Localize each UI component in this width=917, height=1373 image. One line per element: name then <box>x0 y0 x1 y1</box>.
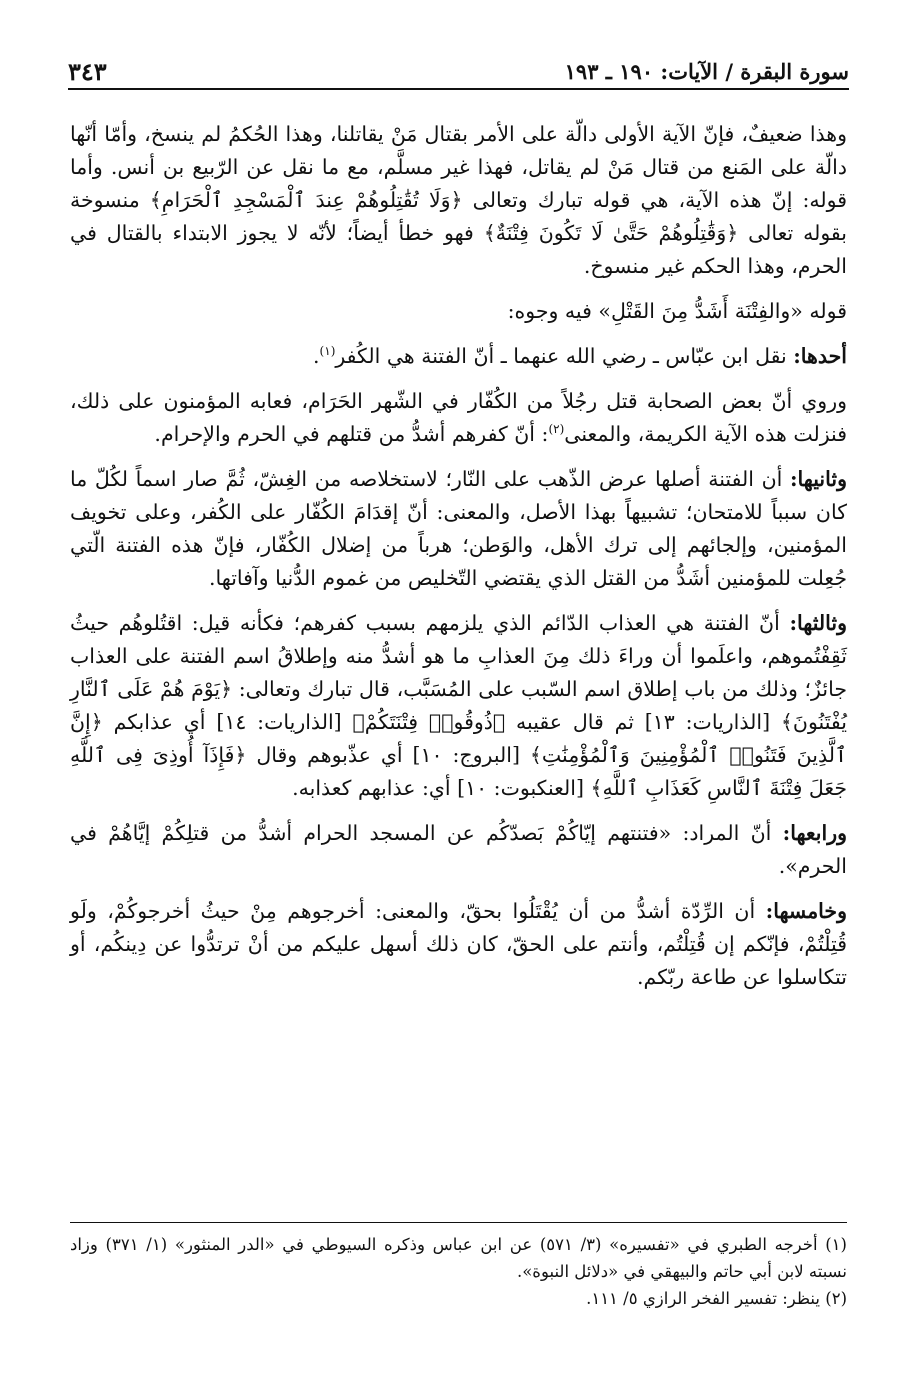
footnote-ref-2: (٢) <box>548 422 565 437</box>
narration-text: وروي أنّ بعض الصحابة قتل رجُلاً من الكُفّار في الشّهر الحَرَام، فعابه المؤمنون على ذلك، فنزلت هذه الآية الكريمة، والمعنى <box>70 389 847 446</box>
paragraph-2: قوله «والفِتْنَة أَشَدُّ مِنَ القَتْلِ» فيه وجوه: <box>507 299 847 323</box>
fourth-point-label: ورابعها: <box>782 821 847 845</box>
footnote-ref-1: (١) <box>319 344 336 359</box>
paragraph-7 <box>70 817 847 883</box>
paragraph-6 <box>70 607 847 805</box>
third-point-label: وثالثها: <box>789 611 847 635</box>
surah-title: سورة البقرة / الآيات: ١٩٠ ـ ١٩٣ <box>564 59 849 84</box>
third-point-text: أنّ الفتنة هي العذاب الدّائم الذي يلزمهم بسبب كفرهم؛ فكأنه قيل: اقتُلوهُم حيثُ ثَقِفْتُموهم، واعلَموا أن وراءَ ذلك مِنَ العذابِ ما هو أشدُّ منه وإطلاقُ اسم الفتنة على العذاب جائزٌ؛ وذلك من باب إطلاق اسم السّبب على المُسَبَّب، قال تبارك وتعالى: ﴿يَوْمَ هُمْ عَلَى ٱلنَّارِ يُفْتَنُونَ﴾ [الذاريات: ١٣] ثم قال عقيبه ﴿ذُوقُوا۟ فِتْنَتَكُمْ﴾ [الذاريات: ١٤] أي عذابكم ﴿إِنَّ ٱلَّذِينَ فَتَنُوا۟ ٱلْمُؤْمِنِينَ وَٱلْمُؤْمِنَٰتِ﴾ [البروج: ١٠] أي عذّبوهم وقال ﴿فَإِذَآ أُوذِىَ فِى ٱللَّهِ جَعَلَ فِتْنَةَ ٱلنَّاسِ كَعَذَابِ ٱللَّهِ﴾ [العنكبوت: ١٠] أي: عذابهم كعذابه. <box>70 611 847 800</box>
paragraph-3 <box>70 340 847 373</box>
main-text <box>70 118 847 994</box>
paragraph-4 <box>70 385 847 451</box>
fifth-point-label: وخامسها: <box>765 899 847 923</box>
first-point-end: . <box>313 344 320 368</box>
page-number: ٣٤٣ <box>68 57 107 86</box>
second-point-label: وثانيها: <box>789 467 847 491</box>
footnote-1: (١) أخرجه الطبري في «تفسيره» (٣/ ٥٧١) عن ابن عباس وذكره السيوطي في «الدر المنثور» (١/ ٣٧١) وزاد نسبته لابن أبي حاتم والبيهقي في «دلائل النبوة». <box>70 1235 847 1281</box>
narration-end: : أنّ كفرهم أشدُّ من قتلهم في الحرم والإحرام. <box>154 422 549 446</box>
footnotes <box>70 1222 847 1312</box>
paragraph-1: وهذا ضعيفٌ، فإنّ الآية الأولى دالّة على الأمر بقتال مَنْ يقاتلنا، وهذا الحُكمُ لم ينسخ، وأمّا أنّها دالّة على المَنع من قتال مَنْ لم يقاتل، فهذا غير مسلَّم، مع ما نقل عن الرّبيع بن أنس. وأما قوله: إنّ هذه الآية، هي قوله تبارك وتعالى ﴿وَلَا تُقَٰتِلُوهُمْ عِندَ ٱلْمَسْجِدِ ٱلْحَرَامِ﴾ منسوخة بقوله تعالى ﴿وَقَٰتِلُوهُمْ حَتَّىٰ لَا تَكُونَ فِتْنَةٌ﴾ فهو خطأ أيضاً؛ لأنّه لا يجوز الابتداء بالقتال في الحرم، وهذا الحكم غير منسوخ. <box>70 122 847 278</box>
running-header <box>68 40 849 90</box>
second-point-text: أن الفتنة أصلها عرض الذّهب على النّار؛ لاستخلاصه من الغِشّ، ثُمَّ صار اسماً لكُلّ ما كان سبباً للامتحان؛ تشبيهاً بهذا الأصل، والمعنى: أنّ إقدَامَ الكُفّار على الكُفر، وعلى تخويف المؤمنين، وإلجائهم إلى ترك الأهل، والوَطن؛ هرباً من إضلال الكُفّار، فإنّ هذه الفتنة الّتي جُعِلت للمؤمنين أشَدُّ من القتل الذي يقتضي التّخليص من غموم الدُّنيا وآفاتها. <box>70 467 847 590</box>
fifth-point-text: أن الرِّدّة أشدُّ من أن يُقْتَلُوا بحقّ، والمعنى: أخرجوهم مِنْ حيثُ أخرجوكُمْ، ولَو قُتِلْتُمْ، فإنّكم إن قُتِلْتُم، وأنتم على الحقّ، كان ذلك أسهل عليكم من أنْ ترتدُّوا عن دِينكُم، أو تتكاسلوا عن طاعة ربّكم. <box>70 899 847 989</box>
paragraph-8 <box>70 895 847 994</box>
fourth-point-text: أنّ المراد: «فتنتهم إيّاكُمْ بَصدّكُم عن المسجد الحرام أشدُّ من قتلِكُمْ إيَّاهُمْ في الحرم». <box>70 821 847 878</box>
paragraph-5 <box>70 463 847 595</box>
footnote-2: (٢) ينظر: تفسير الفخر الرازي ٥/ ١١١. <box>586 1289 847 1308</box>
first-point-label: أحدها: <box>793 344 847 368</box>
first-point-text: نقل ابن عبّاس ـ رضي الله عنهما ـ أنّ الفتنة هي الكُفر <box>335 344 794 368</box>
